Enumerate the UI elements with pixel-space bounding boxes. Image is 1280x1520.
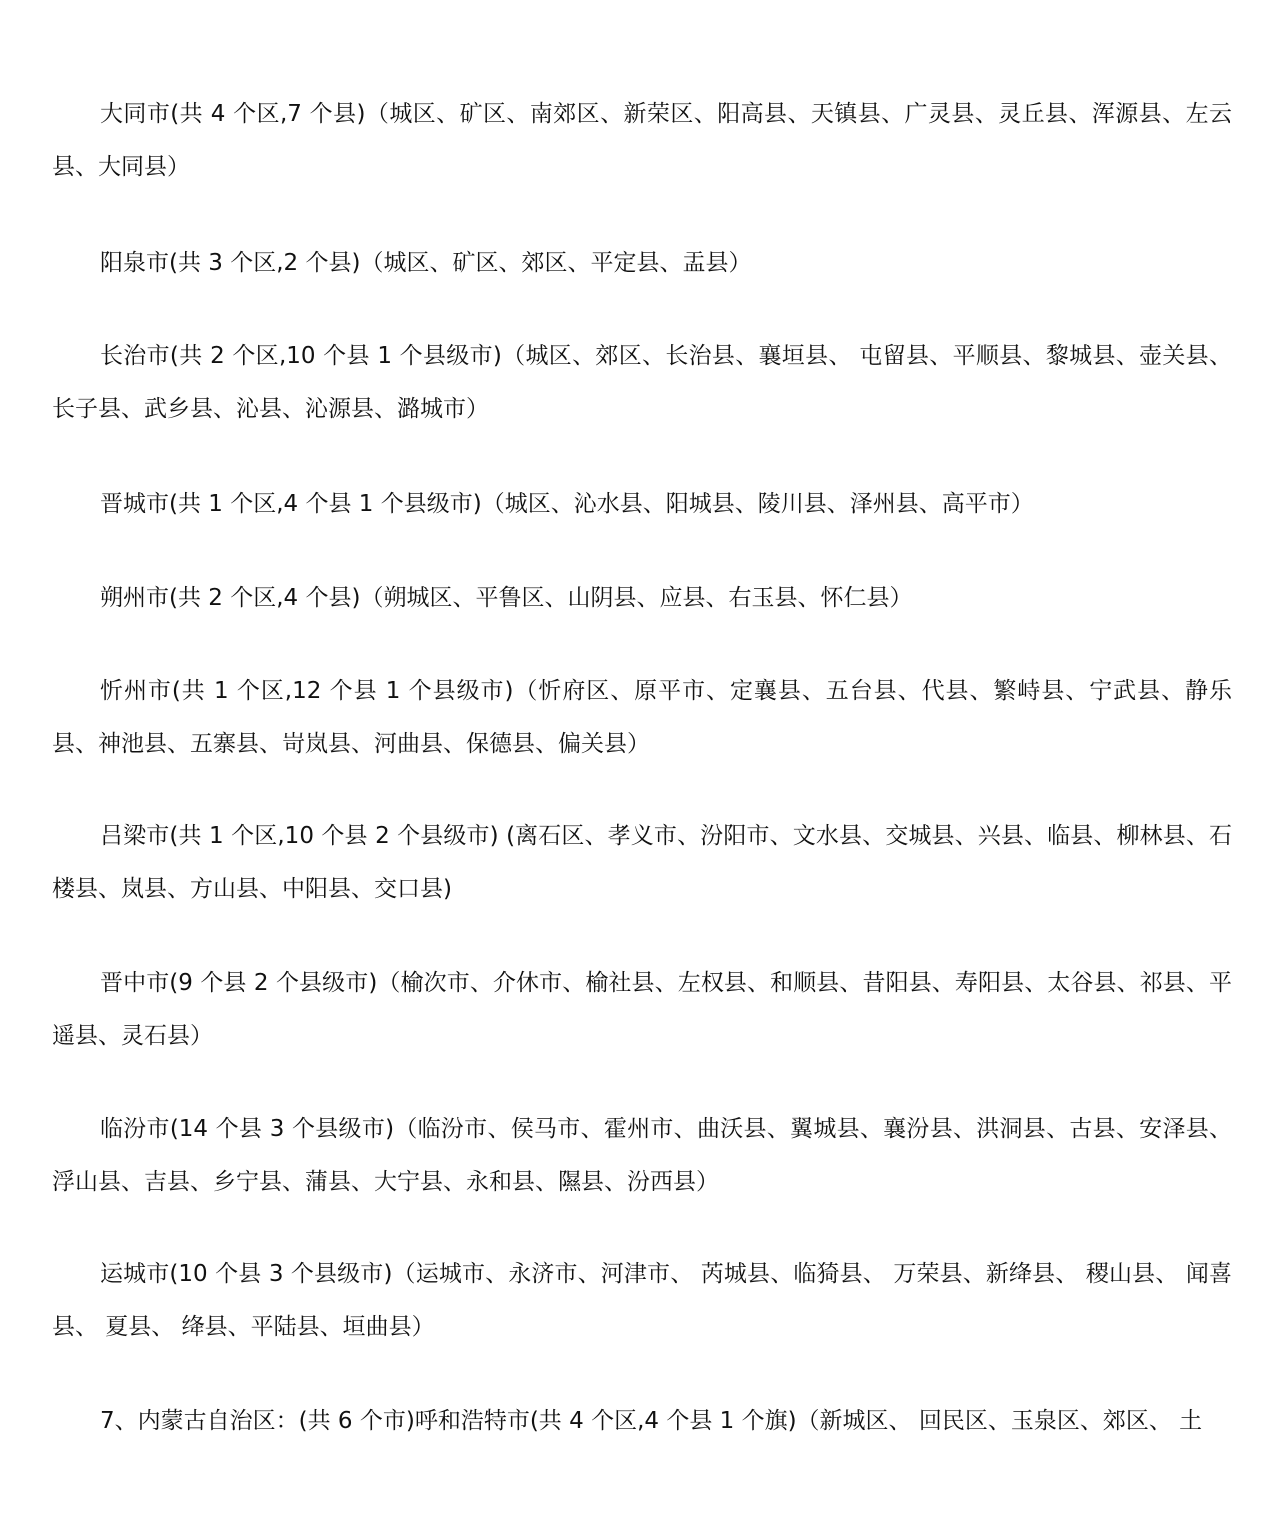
- paragraph-yuncheng: 运城市(10 个县 3 个县级市)（运城市、永济市、河津市、 芮城县、临猗县、 万荣县、新绛县、 稷山县、 闻喜县、 夏县、 绛县、平陆县、垣曲县）: [52, 1261, 1232, 1340]
- paragraph-jincheng: 晋城市(共 1 个区,4 个县 1 个县级市)（城区、沁水县、阳城县、陵川县、泽州县、高平市）: [100, 491, 1034, 517]
- paragraph-lvliang: 吕梁市(共 1 个区,10 个县 2 个县级市) (离石区、孝义市、汾阳市、文水县、交城县、兴县、临县、柳林县、石楼县、岚县、方山县、中阳县、交口县): [52, 823, 1232, 902]
- paragraph-linfen: 临汾市(14 个县 3 个县级市)（临汾市、侯马市、霍州市、曲沃县、翼城县、襄汾县、洪洞县、古县、安泽县、浮山县、吉县、乡宁县、蒲县、大宁县、永和县、隰县、汾西县）: [52, 1116, 1232, 1195]
- paragraph-datong: 大同市(共 4 个区,7 个县)（城区、矿区、南郊区、新荣区、阳高县、天镇县、广灵县、灵丘县、浑源县、左云县、大同县）: [52, 101, 1232, 180]
- paragraph-xinzhou: 忻州市(共 1 个区,12 个县 1 个县级市)（忻府区、原平市、定襄县、五台县、代县、繁峙县、宁武县、静乐县、神池县、五寨县、岢岚县、河曲县、保德县、偏关县）: [52, 678, 1232, 757]
- paragraph-changzhi: 长治市(共 2 个区,10 个县 1 个县级市)（城区、郊区、长治县、襄垣县、 屯留县、平顺县、黎城县、壶关县、长子县、武乡县、沁县、沁源县、潞城市）: [52, 343, 1232, 422]
- paragraph-yangquan: 阳泉市(共 3 个区,2 个县)（城区、矿区、郊区、平定县、盂县）: [100, 250, 752, 276]
- paragraph-shuozhou: 朔州市(共 2 个区,4 个县)（朔城区、平鲁区、山阴县、应县、右玉县、怀仁县）: [100, 585, 913, 611]
- paragraph-jinzhong: 晋中市(9 个县 2 个县级市)（榆次市、介休市、榆社县、左权县、和顺县、昔阳县、寿阳县、太谷县、祁县、平遥县、灵石县）: [52, 970, 1232, 1049]
- paragraph-neimenggu: 7、内蒙古自治区：(共 6 个市)呼和浩特市(共 4 个区,4 个县 1 个旗)（新城区、 回民区、玉泉区、郊区、 土: [100, 1408, 1203, 1434]
